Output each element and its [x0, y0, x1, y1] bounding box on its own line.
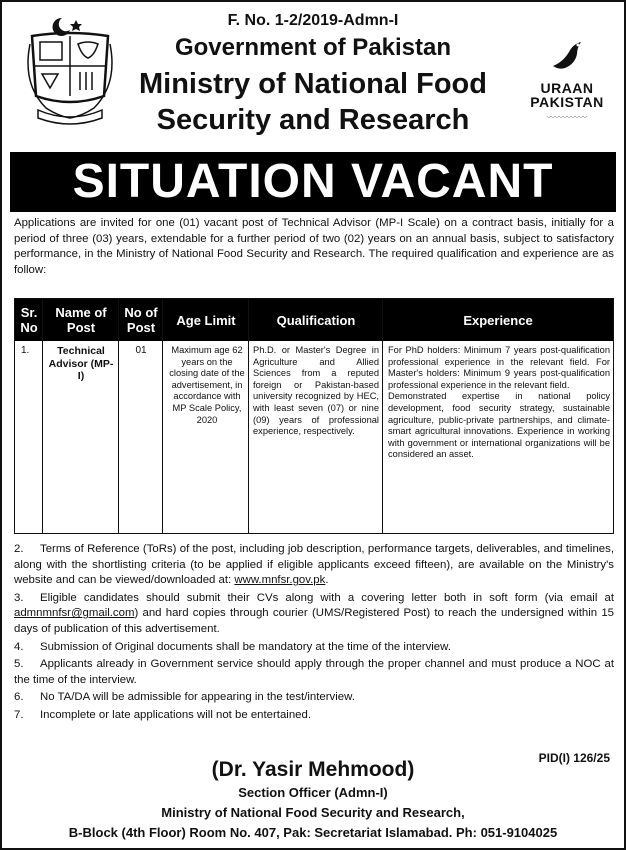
- cell-sr: 1.: [21, 345, 30, 356]
- cell-age-limit: Maximum age 62 years on the closing date of the advertisement, in accordance with MP Scale Policy, 2020: [169, 345, 245, 425]
- file-number: F. No. 1-2/2019-Admn-I: [227, 12, 399, 29]
- list-item: 7. Incomplete or late applications will not be entertained.: [14, 708, 312, 721]
- header: [2, 2, 624, 152]
- cell-post-name: Technical Advisor (MP-I): [48, 345, 114, 382]
- government-title: Government of Pakistan: [174, 34, 452, 61]
- cell-post-count: 01: [135, 345, 147, 356]
- pid-number: PID(I) 126/25: [538, 751, 610, 765]
- terms-list: [14, 542, 614, 726]
- signature-block: [2, 757, 624, 843]
- uraan-pakistan-logo: [524, 36, 610, 124]
- website-link[interactable]: www.mnfsr.gov.pk: [234, 574, 326, 587]
- intro-paragraph: Applications are invited for one (01) vacant post of Technical Advisor (MP-I Scale) on a contract basis, initially for a period of three (03) years, extendable for a further period of two (02) years on an annual basis, subject to satisfactory performance, in the Ministry of National Food Security and Research. The required qualification and experience are as follow:: [14, 217, 614, 276]
- header-no-of-post: No of Post: [124, 305, 158, 335]
- cell-qualification: Ph.D. or Master's Degree in Agriculture and Allied Sciences from a reputed foreign or Pakistan-based university recognized by HEC, with least seven (07) or nine (09) years of professional experience, respectively.: [253, 345, 379, 437]
- vacancy-table: [14, 298, 614, 534]
- experience-requirement: For PhD holders: Minimum 7 years post-qualification professional experience in the relevant field. For Master's holders: Minimum 9 years post-qualification professional experience in the relevant field.: [388, 345, 610, 390]
- experience-expertise: Demonstrated expertise in national policy development, food security strategy, sustainable agriculture, public-private partnerships, and climate-smart agricultural innovations. Experience in working with government or international organizations will be considered an asset.: [388, 391, 610, 460]
- urdu-tagline-icon: 〰〰〰〰〰: [547, 113, 587, 122]
- cell-experience: [388, 345, 610, 461]
- ministry-title: Ministry of National Food Security and Research: [139, 68, 487, 136]
- list-item: 5. Applicants already in Government service should apply through the proper channel and must produce a NOC at the time of the interview.: [14, 658, 614, 686]
- officer-designation: Section Officer (Admn-I): [238, 785, 388, 800]
- officer-address: B-Block (4th Floor) Room No. 407, Pak: Secretariat Islamabad. Ph: 051-9104025: [68, 825, 558, 840]
- uraan-brand-line1: URAAN: [540, 80, 594, 96]
- header-name-of-post: Name of Post: [55, 305, 107, 335]
- header-sr-no: Sr. No: [20, 305, 38, 335]
- uraan-brand-line2: PAKISTAN: [530, 94, 604, 110]
- header-qualification: Qualification: [276, 312, 356, 328]
- header-age-limit: Age Limit: [176, 312, 236, 328]
- pakistan-emblem-icon: [24, 14, 116, 126]
- list-item: 6. No TA/DA will be admissible for appearing in the test/interview.: [14, 691, 355, 704]
- officer-name: (Dr. Yasir Mehmood): [211, 758, 415, 781]
- email-link[interactable]: admnmnfsr@gmail.com: [14, 607, 135, 620]
- header-experience: Experience: [463, 312, 533, 328]
- list-item: 2. Terms of Reference (ToRs) of the post, including job description, performance targets, deliverables, and timelines, along with the shortlisting criteria (to be applied if eligible applicants exceed fifteen), are available on the Ministry's website and can be viewed/downloaded at: www.mnfsr.gov.pk.: [14, 543, 614, 587]
- officer-ministry: Ministry of National Food Security and Research,: [161, 805, 465, 820]
- list-item: 3. Eligible candidates should submit their CVs along with a covering letter both in soft form (via email at admnmnfsr@gmail.com) and hard copies through courier (UMS/Registered Post) to reach the undersigned within 15 days of publication of this advertisement.: [14, 591, 614, 635]
- list-item: 4. Submission of Original documents shall be mandatory at the time of the interview.: [14, 640, 451, 653]
- situation-vacant-banner: SITUATION VACANT: [10, 152, 616, 212]
- bird-icon: [547, 36, 587, 76]
